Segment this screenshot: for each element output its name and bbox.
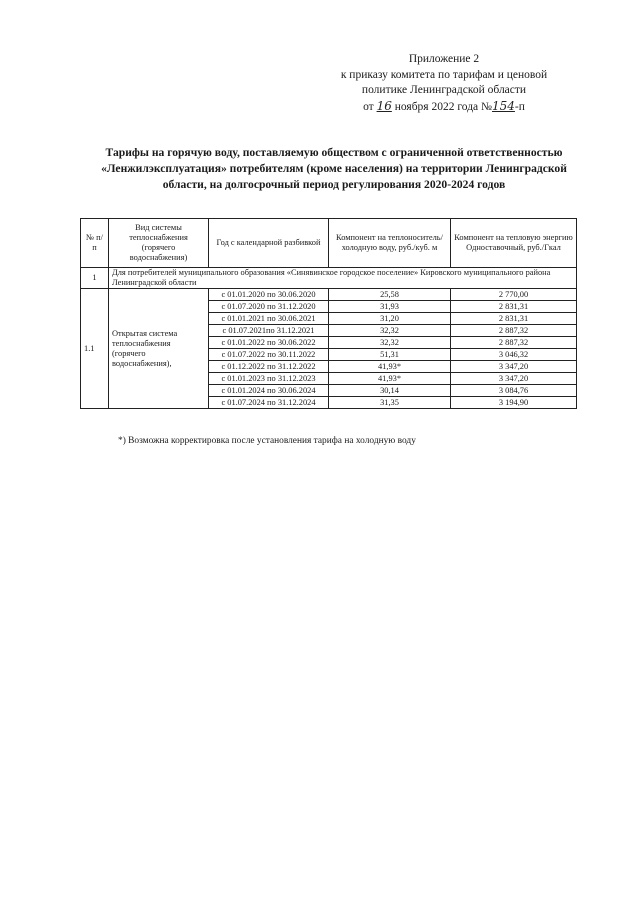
- date-text: ноября 2022 года №: [394, 100, 493, 113]
- order-date-line: [314, 99, 574, 116]
- period-cell: с 01.01.2022 по 30.06.2022: [209, 337, 329, 349]
- group-row: [81, 268, 577, 289]
- heat-carrier-value: 51,31: [329, 349, 451, 361]
- tariff-table: [80, 218, 577, 409]
- heat-energy-value: 3 046,32: [451, 349, 577, 361]
- period-cell: с 01.07.2021по 31.12.2021: [209, 325, 329, 337]
- heat-energy-value: 3 084,76: [451, 385, 577, 397]
- table-header-row: [81, 219, 577, 268]
- heat-carrier-value: 32,32: [329, 337, 451, 349]
- handwritten-order-number: 154: [492, 98, 515, 113]
- table-row: [81, 289, 577, 301]
- heat-carrier-value: 25,58: [329, 289, 451, 301]
- heat-energy-value: 2 887,32: [451, 325, 577, 337]
- heat-carrier-value: 41,93*: [329, 361, 451, 373]
- document-title: Тарифы на горячую воду, поставляемую обществом с ограниченной ответственностью «Ленжилэксплуатация» потребителям (кроме населения) на территории Ленинградской области, на долгосрочный период регулирования 2020-2024 годов: [101, 146, 567, 191]
- group-label: Для потребителей муниципального образования «Синявинское городское поселение» Кировского муниципального района Ленинградской области: [109, 268, 577, 289]
- heat-carrier-value: 31,93: [329, 301, 451, 313]
- appendix-line-2: к приказу комитета по тарифам и ценовой: [340, 68, 548, 81]
- heat-carrier-value: 31,35: [329, 397, 451, 409]
- order-suffix: -п: [514, 100, 525, 113]
- heat-carrier-value: 41,93*: [329, 373, 451, 385]
- heat-energy-value: 2 887,32: [451, 337, 577, 349]
- item-num: 1.1: [81, 289, 109, 409]
- period-cell: с 01.01.2021 по 30.06.2021: [209, 313, 329, 325]
- handwritten-day: 16: [376, 98, 392, 113]
- heat-energy-value: 3 194,90: [451, 397, 577, 409]
- period-cell: с 01.07.2020 по 31.12.2020: [209, 301, 329, 313]
- header-period: Год с календарной разбивкой: [209, 219, 329, 268]
- header-num: № п/п: [81, 219, 109, 268]
- appendix-header: [314, 52, 574, 115]
- date-prefix: от: [363, 100, 374, 113]
- header-heat-carrier: Компонент на теплоноситель/холодную воду, руб./куб. м: [329, 219, 451, 268]
- group-num: 1: [81, 268, 109, 289]
- heat-energy-value: 2 770,00: [451, 289, 577, 301]
- header-heat-energy: Компонент на тепловую энергию Одноставочный, руб./Гкал: [451, 219, 577, 268]
- heat-energy-value: 3 347,20: [451, 361, 577, 373]
- heat-energy-value: 2 831,31: [451, 313, 577, 325]
- period-cell: с 01.12.2022 по 31.12.2022: [209, 361, 329, 373]
- heat-carrier-value: 32,32: [329, 325, 451, 337]
- appendix-line-1: Приложение 2: [408, 53, 480, 65]
- period-cell: с 01.01.2024 по 30.06.2024: [209, 385, 329, 397]
- period-cell: с 01.07.2022 по 30.11.2022: [209, 349, 329, 361]
- period-cell: с 01.01.2020 по 30.06.2020: [209, 289, 329, 301]
- system-type-cell: Открытая система теплоснабжения (горячего водоснабжения),: [109, 289, 209, 409]
- period-cell: с 01.07.2024 по 31.12.2024: [209, 397, 329, 409]
- heat-energy-value: 2 831,31: [451, 301, 577, 313]
- heat-energy-value: 3 347,20: [451, 373, 577, 385]
- heat-carrier-value: 30,14: [329, 385, 451, 397]
- footnote: *) Возможна корректировка после установления тарифа на холодную воду: [118, 436, 416, 446]
- heat-carrier-value: 31,20: [329, 313, 451, 325]
- period-cell: с 01.01.2023 по 31.12.2023: [209, 373, 329, 385]
- appendix-line-3: политике Ленинградской области: [361, 84, 527, 96]
- header-system: Вид системы теплоснабжения (горячего водоснабжения): [109, 219, 209, 268]
